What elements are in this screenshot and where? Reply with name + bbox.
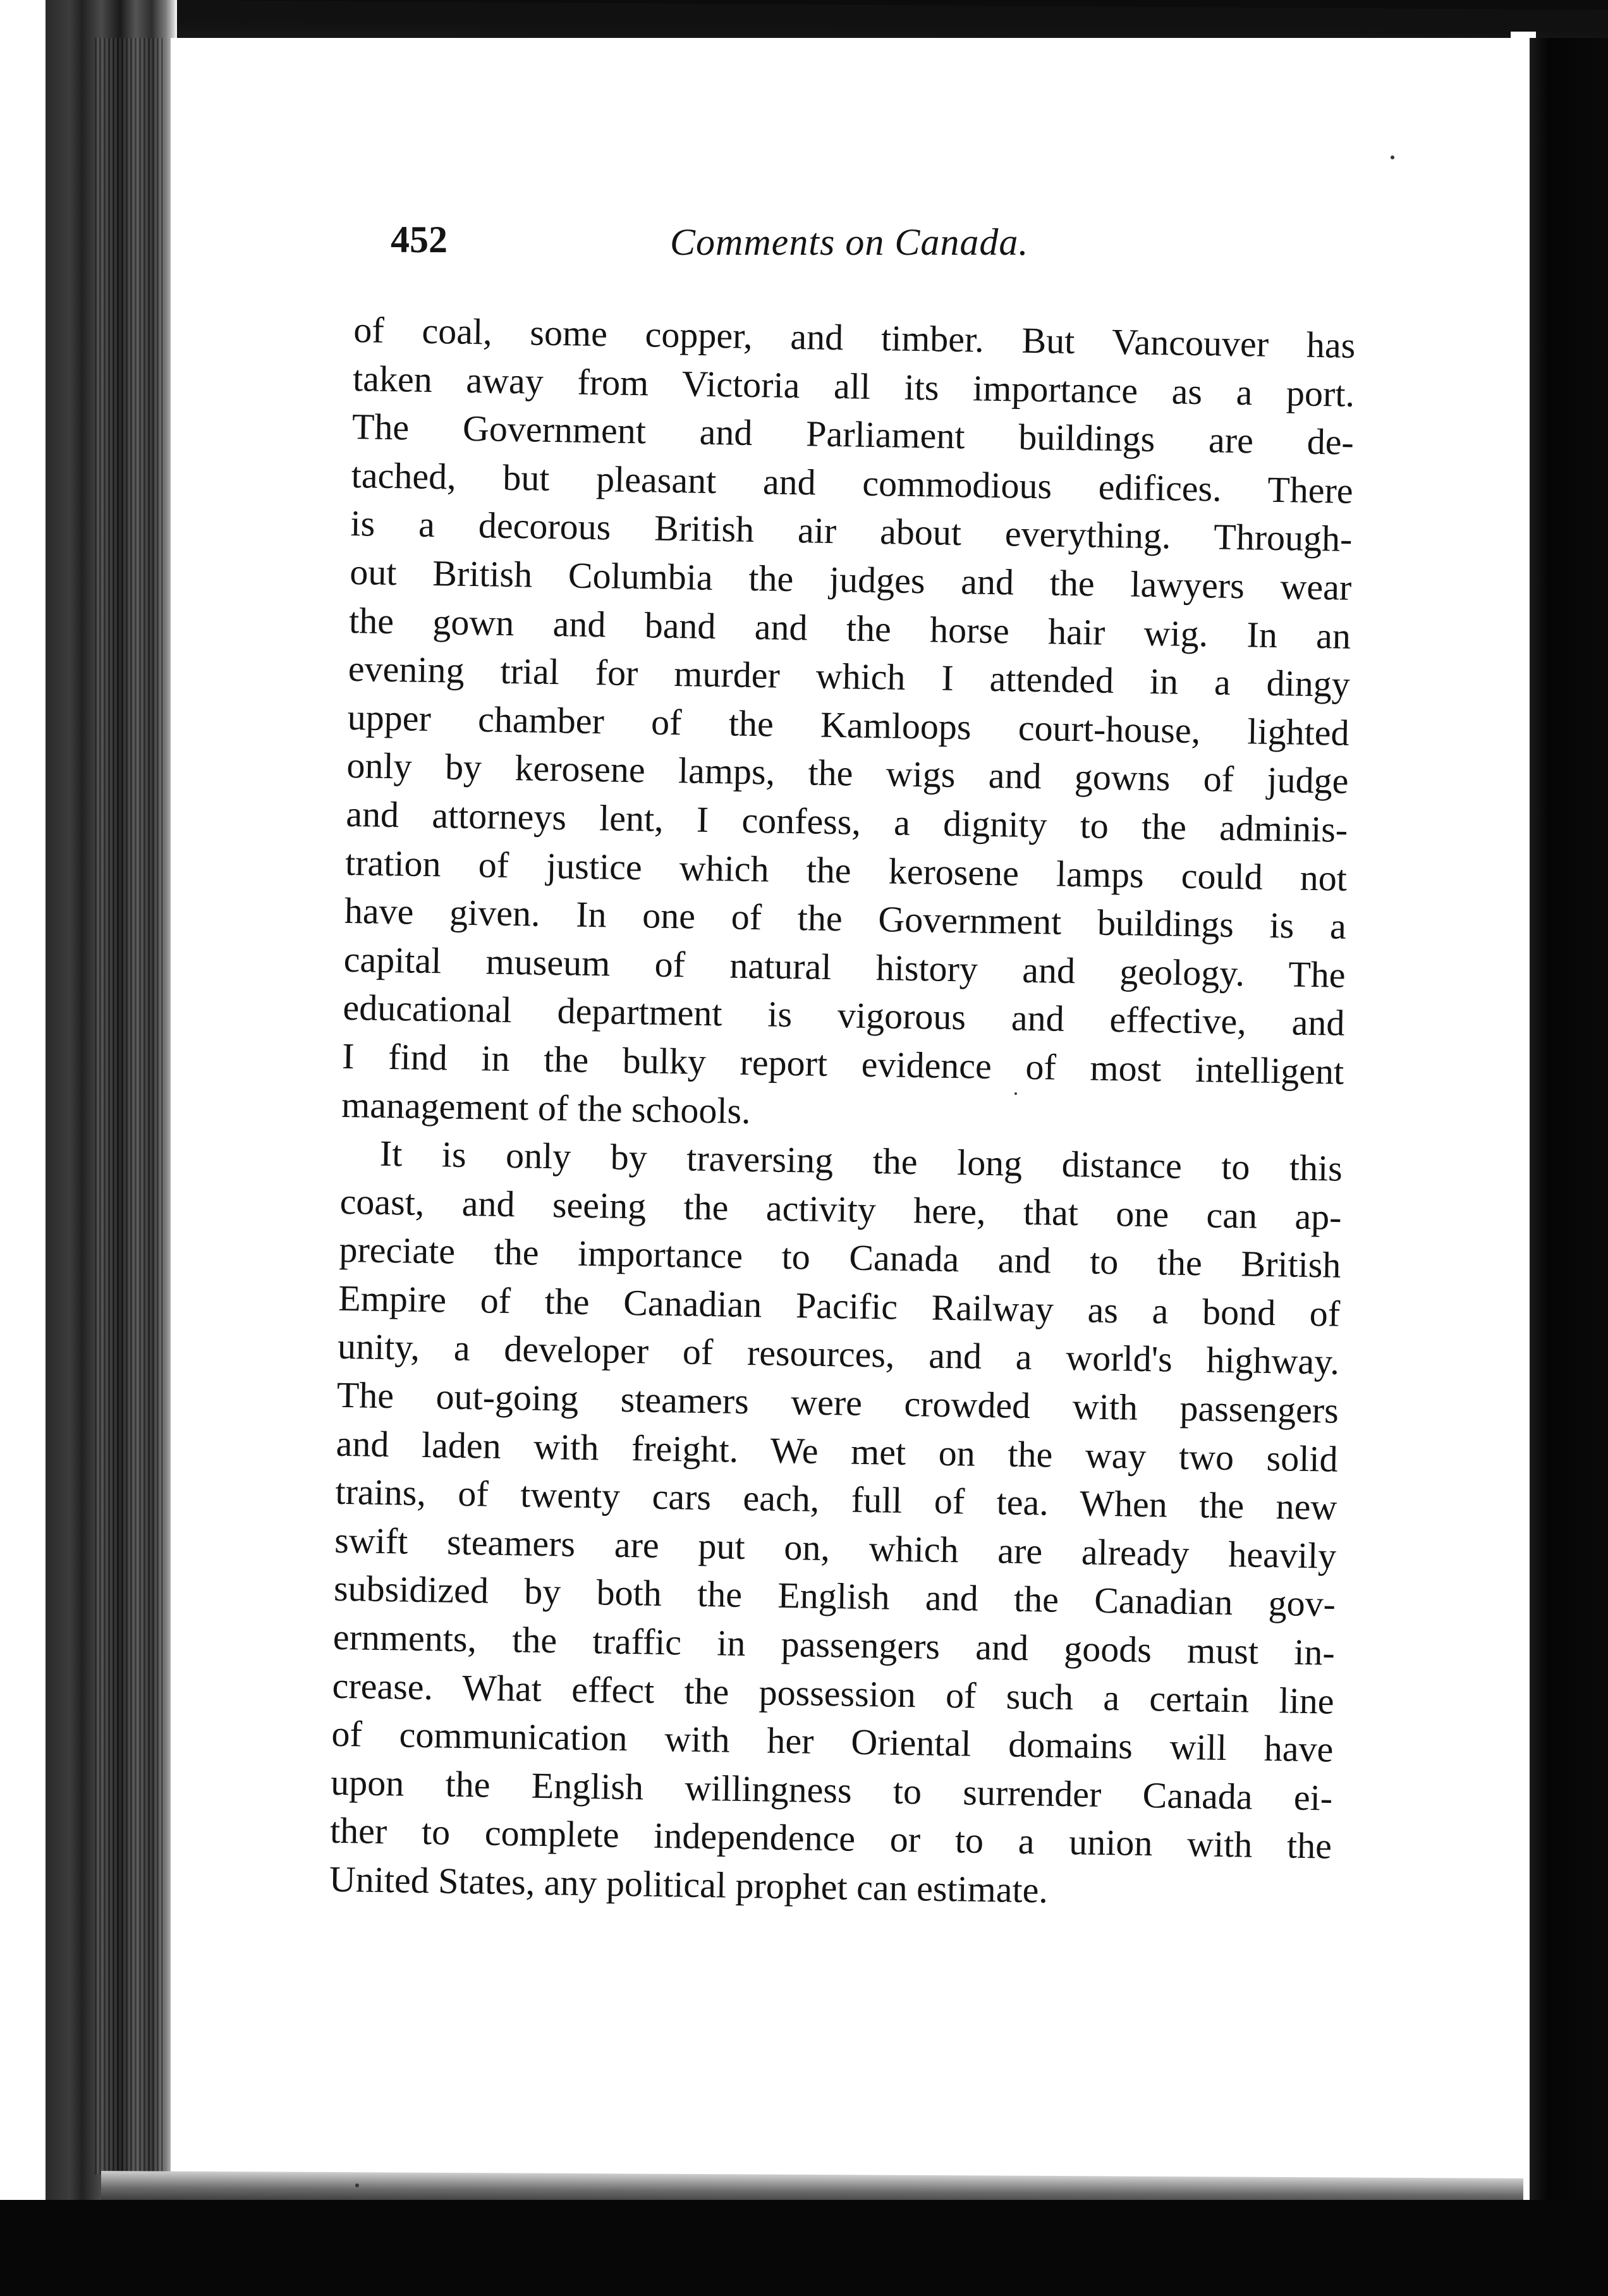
text-line: preciate the importance to Canada and to the British [339,1229,1341,1286]
text-line: out British Columbia the judges and the lawyers wear [349,551,1352,608]
text-line: tration of justice which the kerosene lamps could not [344,841,1348,899]
text-line: ernments, the traffic in passengers and goods must in- [332,1616,1336,1673]
text-line: is a decorous British air about everything. Through- [350,503,1353,560]
scan-border-bottom [0,2200,1608,2296]
text-line: crease. What effect the possession of such a certain line [332,1664,1335,1722]
text-line: United States, any political prophet can estimate. [329,1858,1049,1911]
text-line: have given. In one of the Government buildings is a [344,890,1347,947]
paragraph-2 [329,1129,1343,1919]
scan-border-right [1530,38,1608,2213]
text-line: trains, of twenty cars each, full of tea. When the new [335,1471,1337,1528]
page-number: 452 [391,219,448,260]
body-text [329,306,1356,1919]
scan-speck [1014,1092,1017,1095]
running-title: Comments on Canada. [670,221,1029,263]
scan-speck [355,2183,359,2187]
text-line: of coal, some copper, and timber. But Vancouver has [353,308,1356,366]
text-line: management of the schools. [341,1084,752,1132]
text-line: of communication with her Oriental domains will have [331,1713,1334,1770]
text-line: and laden with freight. We met on the way two solid [336,1422,1339,1480]
text-line: ther to complete independence or to a union with the [329,1810,1332,1867]
text-line: coast, and seeing the activity here, that one can ap- [339,1180,1343,1238]
text-line: It is only by traversing the long distance to this [379,1132,1343,1189]
text-line: capital museum of natural history and geology. The [343,938,1346,996]
scan-speck [1391,156,1394,159]
scan-margin-left [0,0,46,2296]
text-line: upper chamber of the Kamloops court-house, lighted [347,696,1350,754]
text-line: upon the English willingness to surrender Canada ei- [330,1761,1333,1819]
page-edges-stack [95,38,164,2175]
page-header [391,218,1124,275]
text-line: subsidized by both the English and the Canadian gov- [333,1568,1336,1625]
text-line: unity, a developer of resources, and a world's highway. [337,1326,1340,1383]
text-line: evening trial for murder which I attended in a dingy [348,648,1351,705]
text-line: The out-going steamers were crowded with passengers [336,1374,1339,1431]
text-line: I find in the bulky report evidence of most intelligent [341,1035,1344,1092]
text-line: educational department is vigorous and effective, and [343,987,1345,1044]
text-line: The Government and Parliament buildings are de- [351,406,1355,463]
text-line: taken away from Victoria all its importance as a port. [352,357,1355,415]
text-line: and attorneys lent, I confess, a dignity to the adminis- [345,793,1348,850]
text-line: only by kerosene lamps, the wigs and gowns of judge [346,745,1349,802]
text-line: tached, but pleasant and commodious edifices. There [351,454,1354,511]
text-line: the gown and band and the horse hair wig. In an [348,599,1351,657]
paragraph-1 [341,306,1356,1145]
text-line: swift steamers are put on, which are already heavily [334,1519,1337,1577]
text-line: Empire of the Canadian Pacific Railway as a bond of [338,1277,1341,1334]
